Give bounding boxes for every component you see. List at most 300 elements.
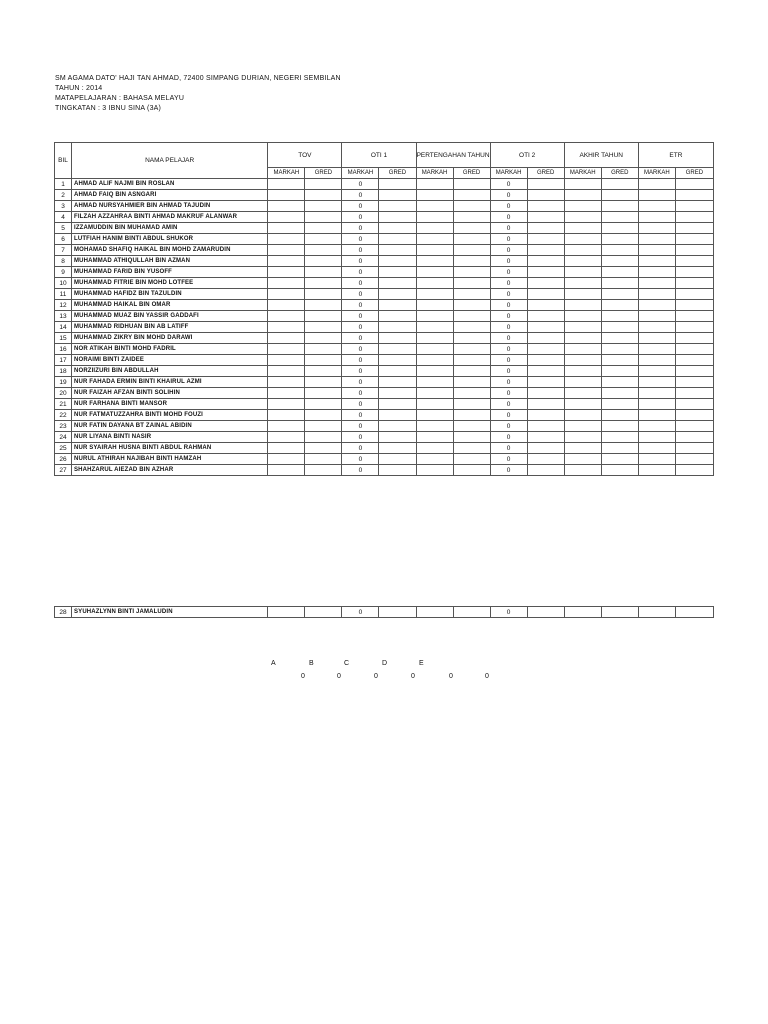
table-row bbox=[55, 432, 714, 443]
empty-cell bbox=[638, 421, 675, 432]
oti1-markah-cell: 0 bbox=[342, 223, 379, 234]
oti1-markah-cell: 0 bbox=[342, 344, 379, 355]
oti1-markah-cell: 0 bbox=[342, 454, 379, 465]
empty-cell bbox=[638, 322, 675, 333]
group-header-akhir: AKHIR TAHUN bbox=[564, 143, 638, 168]
empty-cell bbox=[379, 465, 416, 476]
empty-cell bbox=[601, 190, 638, 201]
empty-cell bbox=[527, 421, 564, 432]
empty-cell bbox=[675, 410, 713, 421]
student-name: SHAHZARUL AIEZAD BIN AZHAR bbox=[72, 465, 268, 476]
empty-cell bbox=[379, 278, 416, 289]
empty-cell bbox=[675, 322, 713, 333]
oti2-markah-cell: 0 bbox=[490, 267, 527, 278]
empty-cell bbox=[268, 344, 305, 355]
empty-cell bbox=[453, 223, 490, 234]
empty-cell bbox=[601, 278, 638, 289]
oti2-markah-cell: 0 bbox=[490, 421, 527, 432]
empty-cell bbox=[453, 432, 490, 443]
empty-cell bbox=[268, 465, 305, 476]
empty-cell bbox=[638, 377, 675, 388]
empty-cell bbox=[675, 245, 713, 256]
empty-cell bbox=[564, 355, 601, 366]
empty-cell bbox=[675, 256, 713, 267]
empty-cell bbox=[416, 256, 453, 267]
empty-cell bbox=[601, 443, 638, 454]
row-number: 24 bbox=[55, 432, 72, 443]
table-row bbox=[55, 256, 714, 267]
empty-cell bbox=[601, 344, 638, 355]
empty-cell bbox=[527, 465, 564, 476]
row-number: 27 bbox=[55, 465, 72, 476]
empty-cell bbox=[453, 366, 490, 377]
empty-cell bbox=[675, 333, 713, 344]
empty-cell bbox=[416, 300, 453, 311]
level-line: TINGKATAN : 3 IBNU SINA (3A) bbox=[55, 105, 162, 112]
row-number: 12 bbox=[55, 300, 72, 311]
empty-cell bbox=[379, 333, 416, 344]
empty-cell bbox=[564, 399, 601, 410]
empty-cell bbox=[675, 311, 713, 322]
empty-cell bbox=[675, 190, 713, 201]
empty-cell bbox=[675, 179, 713, 190]
empty-cell bbox=[675, 399, 713, 410]
empty-cell bbox=[268, 366, 305, 377]
empty-cell bbox=[268, 388, 305, 399]
empty-cell bbox=[564, 333, 601, 344]
row-number: 2 bbox=[55, 190, 72, 201]
empty-cell bbox=[416, 399, 453, 410]
student-name: LUTFIAH HANIM BINTI ABDUL SHUKOR bbox=[72, 234, 268, 245]
oti1-markah-cell: 0 bbox=[342, 190, 379, 201]
empty-cell bbox=[453, 267, 490, 278]
student-name: MUHAMMAD ATHIQULLAH BIN AZMAN bbox=[72, 256, 268, 267]
empty-cell bbox=[305, 201, 342, 212]
empty-cell bbox=[453, 377, 490, 388]
empty-cell bbox=[379, 234, 416, 245]
table-row bbox=[55, 234, 714, 245]
empty-cell bbox=[564, 190, 601, 201]
student-name: MUHAMMAD FITRIE BIN MOHD LOTFEE bbox=[72, 278, 268, 289]
markah-header: MARKAH bbox=[638, 168, 675, 179]
empty-cell bbox=[527, 289, 564, 300]
empty-cell bbox=[453, 179, 490, 190]
empty-cell bbox=[601, 399, 638, 410]
empty-cell bbox=[564, 212, 601, 223]
empty-cell bbox=[416, 289, 453, 300]
empty-cell bbox=[268, 212, 305, 223]
empty-cell bbox=[527, 366, 564, 377]
empty-cell bbox=[305, 245, 342, 256]
empty-cell bbox=[675, 212, 713, 223]
empty-cell bbox=[527, 223, 564, 234]
empty-cell bbox=[564, 179, 601, 190]
empty-cell bbox=[453, 311, 490, 322]
empty-cell bbox=[638, 223, 675, 234]
empty-cell bbox=[527, 443, 564, 454]
empty-cell bbox=[416, 245, 453, 256]
empty-cell bbox=[379, 311, 416, 322]
empty-cell bbox=[638, 607, 675, 618]
bil-header: BIL bbox=[55, 143, 72, 179]
empty-cell bbox=[564, 366, 601, 377]
empty-cell bbox=[453, 465, 490, 476]
empty-cell bbox=[379, 289, 416, 300]
empty-cell bbox=[305, 377, 342, 388]
empty-cell bbox=[675, 454, 713, 465]
empty-cell bbox=[379, 607, 416, 618]
grade-count: 0 bbox=[301, 673, 305, 680]
empty-cell bbox=[638, 190, 675, 201]
table-row bbox=[55, 607, 714, 618]
empty-cell bbox=[601, 607, 638, 618]
empty-cell bbox=[601, 234, 638, 245]
grade-label-b: B bbox=[309, 660, 314, 667]
empty-cell bbox=[416, 311, 453, 322]
oti2-markah-cell: 0 bbox=[490, 278, 527, 289]
empty-cell bbox=[638, 410, 675, 421]
empty-cell bbox=[416, 355, 453, 366]
empty-cell bbox=[268, 223, 305, 234]
empty-cell bbox=[638, 212, 675, 223]
oti2-markah-cell: 0 bbox=[490, 311, 527, 322]
empty-cell bbox=[305, 212, 342, 223]
table-row bbox=[55, 223, 714, 234]
empty-cell bbox=[675, 278, 713, 289]
empty-cell bbox=[379, 388, 416, 399]
empty-cell bbox=[601, 465, 638, 476]
table-row bbox=[55, 322, 714, 333]
oti1-markah-cell: 0 bbox=[342, 388, 379, 399]
row-number: 28 bbox=[55, 607, 72, 618]
group-header-etr: ETR bbox=[638, 143, 713, 168]
empty-cell bbox=[527, 245, 564, 256]
group-header-pertengahan: PERTENGAHAN TAHUN bbox=[416, 143, 490, 168]
empty-cell bbox=[416, 344, 453, 355]
empty-cell bbox=[453, 278, 490, 289]
empty-cell bbox=[268, 355, 305, 366]
markah-header: MARKAH bbox=[416, 168, 453, 179]
empty-cell bbox=[305, 421, 342, 432]
empty-cell bbox=[379, 322, 416, 333]
empty-cell bbox=[601, 366, 638, 377]
empty-cell bbox=[527, 267, 564, 278]
empty-cell bbox=[379, 377, 416, 388]
empty-cell bbox=[638, 465, 675, 476]
empty-cell bbox=[416, 432, 453, 443]
row-number: 19 bbox=[55, 377, 72, 388]
oti2-markah-cell: 0 bbox=[490, 201, 527, 212]
oti1-markah-cell: 0 bbox=[342, 399, 379, 410]
empty-cell bbox=[638, 443, 675, 454]
empty-cell bbox=[379, 179, 416, 190]
oti1-markah-cell: 0 bbox=[342, 212, 379, 223]
row-number: 21 bbox=[55, 399, 72, 410]
row-number: 3 bbox=[55, 201, 72, 212]
empty-cell bbox=[268, 300, 305, 311]
gred-header: GRED bbox=[527, 168, 564, 179]
student-name: AHMAD FAIQ BIN ASNGARI bbox=[72, 190, 268, 201]
table-row bbox=[55, 333, 714, 344]
empty-cell bbox=[379, 410, 416, 421]
empty-cell bbox=[527, 388, 564, 399]
empty-cell bbox=[527, 333, 564, 344]
group-header-oti2: OTI 2 bbox=[490, 143, 564, 168]
gred-header: GRED bbox=[601, 168, 638, 179]
student-name: NURUL ATHIRAH NAJIBAH BINTI HAMZAH bbox=[72, 454, 268, 465]
empty-cell bbox=[379, 223, 416, 234]
row-number: 10 bbox=[55, 278, 72, 289]
student-name: NUR FAHADA ERMIN BINTI KHAIRUL AZMI bbox=[72, 377, 268, 388]
table-row bbox=[55, 366, 714, 377]
empty-cell bbox=[601, 421, 638, 432]
empty-cell bbox=[564, 344, 601, 355]
empty-cell bbox=[305, 607, 342, 618]
row-number: 23 bbox=[55, 421, 72, 432]
empty-cell bbox=[416, 278, 453, 289]
student-name: MUHAMMAD MUAZ BIN YASSIR GADDAFI bbox=[72, 311, 268, 322]
student-name: NORZIIZURI BIN ABDULLAH bbox=[72, 366, 268, 377]
row-number: 15 bbox=[55, 333, 72, 344]
empty-cell bbox=[564, 443, 601, 454]
empty-cell bbox=[601, 355, 638, 366]
empty-cell bbox=[675, 465, 713, 476]
empty-cell bbox=[564, 289, 601, 300]
oti1-markah-cell: 0 bbox=[342, 333, 379, 344]
gred-header: GRED bbox=[379, 168, 416, 179]
empty-cell bbox=[527, 190, 564, 201]
table-row bbox=[55, 421, 714, 432]
empty-cell bbox=[675, 421, 713, 432]
grade-summary bbox=[240, 660, 540, 684]
empty-cell bbox=[268, 278, 305, 289]
empty-cell bbox=[268, 289, 305, 300]
empty-cell bbox=[675, 443, 713, 454]
empty-cell bbox=[268, 432, 305, 443]
table-row bbox=[55, 355, 714, 366]
empty-cell bbox=[527, 179, 564, 190]
empty-cell bbox=[379, 212, 416, 223]
row-number: 7 bbox=[55, 245, 72, 256]
oti1-markah-cell: 0 bbox=[342, 267, 379, 278]
empty-cell bbox=[268, 454, 305, 465]
empty-cell bbox=[527, 607, 564, 618]
empty-cell bbox=[379, 344, 416, 355]
empty-cell bbox=[564, 234, 601, 245]
empty-cell bbox=[305, 333, 342, 344]
empty-cell bbox=[638, 256, 675, 267]
empty-cell bbox=[527, 311, 564, 322]
empty-cell bbox=[527, 256, 564, 267]
empty-cell bbox=[453, 212, 490, 223]
table-row bbox=[55, 278, 714, 289]
empty-cell bbox=[305, 432, 342, 443]
empty-cell bbox=[416, 234, 453, 245]
row-number: 8 bbox=[55, 256, 72, 267]
empty-cell bbox=[268, 201, 305, 212]
empty-cell bbox=[379, 267, 416, 278]
oti2-markah-cell: 0 bbox=[490, 234, 527, 245]
table-row bbox=[55, 377, 714, 388]
oti2-markah-cell: 0 bbox=[490, 366, 527, 377]
empty-cell bbox=[416, 190, 453, 201]
table-row bbox=[55, 267, 714, 278]
empty-cell bbox=[379, 256, 416, 267]
student-name: IZZAMUDDIN BIN MUHAMAD AMIN bbox=[72, 223, 268, 234]
empty-cell bbox=[453, 300, 490, 311]
oti1-markah-cell: 0 bbox=[342, 256, 379, 267]
empty-cell bbox=[638, 289, 675, 300]
empty-cell bbox=[453, 289, 490, 300]
grade-count: 0 bbox=[411, 673, 415, 680]
empty-cell bbox=[305, 399, 342, 410]
empty-cell bbox=[638, 432, 675, 443]
markah-header: MARKAH bbox=[342, 168, 379, 179]
empty-cell bbox=[268, 267, 305, 278]
table-row bbox=[55, 388, 714, 399]
empty-cell bbox=[564, 311, 601, 322]
grade-label-e: E bbox=[419, 660, 424, 667]
empty-cell bbox=[601, 212, 638, 223]
empty-cell bbox=[601, 201, 638, 212]
empty-cell bbox=[379, 366, 416, 377]
empty-cell bbox=[675, 201, 713, 212]
student-name: MOHAMAD SHAFIQ HAIKAL BIN MOHD ZAMARUDIN bbox=[72, 245, 268, 256]
empty-cell bbox=[416, 443, 453, 454]
empty-cell bbox=[268, 377, 305, 388]
empty-cell bbox=[601, 289, 638, 300]
empty-cell bbox=[564, 201, 601, 212]
oti1-markah-cell: 0 bbox=[342, 421, 379, 432]
empty-cell bbox=[268, 234, 305, 245]
empty-cell bbox=[305, 454, 342, 465]
empty-cell bbox=[638, 234, 675, 245]
oti1-markah-cell: 0 bbox=[342, 465, 379, 476]
student-name: NOR ATIKAH BINTI MOHD FADRIL bbox=[72, 344, 268, 355]
row-number: 11 bbox=[55, 289, 72, 300]
oti2-markah-cell: 0 bbox=[490, 443, 527, 454]
empty-cell bbox=[305, 256, 342, 267]
empty-cell bbox=[416, 410, 453, 421]
empty-cell bbox=[564, 256, 601, 267]
oti1-markah-cell: 0 bbox=[342, 366, 379, 377]
markah-header: MARKAH bbox=[564, 168, 601, 179]
empty-cell bbox=[601, 256, 638, 267]
row-number: 18 bbox=[55, 366, 72, 377]
marks-table-extra bbox=[54, 606, 714, 618]
empty-cell bbox=[638, 201, 675, 212]
empty-cell bbox=[453, 333, 490, 344]
row-number: 14 bbox=[55, 322, 72, 333]
oti2-markah-cell: 0 bbox=[490, 300, 527, 311]
empty-cell bbox=[675, 344, 713, 355]
empty-cell bbox=[416, 607, 453, 618]
student-name: MUHAMMAD HAFIDZ BIN TAZULDIN bbox=[72, 289, 268, 300]
grade-count: 0 bbox=[449, 673, 453, 680]
markah-header: MARKAH bbox=[268, 168, 305, 179]
empty-cell bbox=[305, 190, 342, 201]
empty-cell bbox=[416, 179, 453, 190]
row-number: 13 bbox=[55, 311, 72, 322]
empty-cell bbox=[638, 366, 675, 377]
empty-cell bbox=[453, 234, 490, 245]
gred-header: GRED bbox=[305, 168, 342, 179]
oti2-markah-cell: 0 bbox=[490, 607, 527, 618]
empty-cell bbox=[564, 267, 601, 278]
row-number: 5 bbox=[55, 223, 72, 234]
oti1-markah-cell: 0 bbox=[342, 432, 379, 443]
empty-cell bbox=[601, 410, 638, 421]
oti1-markah-cell: 0 bbox=[342, 179, 379, 190]
table-row bbox=[55, 454, 714, 465]
oti2-markah-cell: 0 bbox=[490, 454, 527, 465]
empty-cell bbox=[379, 399, 416, 410]
subject-line: MATAPELAJARAN : BAHASA MELAYU bbox=[55, 95, 185, 102]
empty-cell bbox=[638, 179, 675, 190]
empty-cell bbox=[601, 432, 638, 443]
table-row bbox=[55, 344, 714, 355]
student-name: NUR LIYANA BINTI NASIR bbox=[72, 432, 268, 443]
empty-cell bbox=[305, 322, 342, 333]
oti2-markah-cell: 0 bbox=[490, 388, 527, 399]
empty-cell bbox=[601, 223, 638, 234]
empty-cell bbox=[564, 454, 601, 465]
empty-cell bbox=[453, 443, 490, 454]
student-name: NUR FATMATUZZAHRA BINTI MOHD FOUZI bbox=[72, 410, 268, 421]
row-number: 26 bbox=[55, 454, 72, 465]
empty-cell bbox=[601, 245, 638, 256]
table-row bbox=[55, 443, 714, 454]
empty-cell bbox=[379, 355, 416, 366]
grade-label-a: A bbox=[271, 660, 276, 667]
empty-cell bbox=[601, 333, 638, 344]
empty-cell bbox=[675, 223, 713, 234]
student-name: MUHAMMAD HAIKAL BIN OMAR bbox=[72, 300, 268, 311]
empty-cell bbox=[527, 234, 564, 245]
empty-cell bbox=[453, 388, 490, 399]
empty-cell bbox=[564, 607, 601, 618]
empty-cell bbox=[305, 300, 342, 311]
document-header bbox=[55, 74, 341, 114]
empty-cell bbox=[638, 344, 675, 355]
empty-cell bbox=[305, 278, 342, 289]
empty-cell bbox=[527, 410, 564, 421]
oti2-markah-cell: 0 bbox=[490, 399, 527, 410]
table-row bbox=[55, 190, 714, 201]
empty-cell bbox=[453, 399, 490, 410]
oti2-markah-cell: 0 bbox=[490, 377, 527, 388]
table-row bbox=[55, 201, 714, 212]
empty-cell bbox=[675, 432, 713, 443]
empty-cell bbox=[305, 443, 342, 454]
empty-cell bbox=[564, 223, 601, 234]
empty-cell bbox=[564, 410, 601, 421]
empty-cell bbox=[638, 245, 675, 256]
empty-cell bbox=[305, 388, 342, 399]
oti2-markah-cell: 0 bbox=[490, 223, 527, 234]
empty-cell bbox=[527, 432, 564, 443]
empty-cell bbox=[305, 234, 342, 245]
empty-cell bbox=[527, 322, 564, 333]
table-row bbox=[55, 410, 714, 421]
empty-cell bbox=[379, 300, 416, 311]
empty-cell bbox=[638, 267, 675, 278]
empty-cell bbox=[453, 355, 490, 366]
empty-cell bbox=[638, 355, 675, 366]
empty-cell bbox=[638, 388, 675, 399]
empty-cell bbox=[638, 278, 675, 289]
oti1-markah-cell: 0 bbox=[342, 245, 379, 256]
